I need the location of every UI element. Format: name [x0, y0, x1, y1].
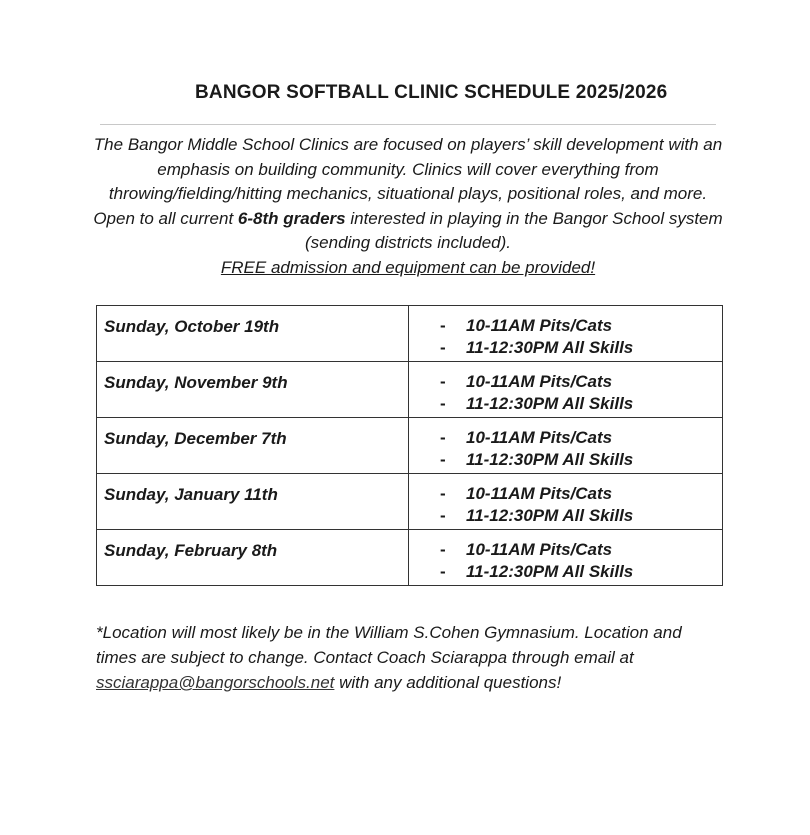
schedule-times: [409, 530, 723, 586]
title-divider: [100, 124, 716, 125]
page-title: BANGOR SOFTBALL CLINIC SCHEDULE 2025/2026: [195, 82, 668, 103]
time-slot: - 11-12:30PM All Skills: [440, 450, 634, 469]
intro-grade-range: 6-8th graders: [237, 208, 346, 228]
footer-text-after: with any additional questions!: [334, 673, 562, 692]
time-slot: - 10-11AM Pits/Cats: [440, 372, 613, 391]
intro-paragraph: [92, 133, 724, 280]
time-slot: - 10-11AM Pits/Cats: [440, 484, 613, 503]
schedule-times: [409, 306, 723, 362]
schedule-date: Sunday, November 9th: [97, 362, 409, 418]
schedule-date: Sunday, February 8th: [97, 530, 409, 586]
table-row: [97, 530, 723, 586]
intro-text-before: The Bangor Middle School Clinics are focused on players’ skill development with an emphasis on building community. Clinics will cover everything from throwing/fielding/hitting mechanics, situational plays, positional roles, and more. Open to all current: [93, 135, 723, 228]
schedule-date: Sunday, December 7th: [97, 418, 409, 474]
time-slot: - 11-12:30PM All Skills: [440, 562, 634, 581]
table-row: [97, 418, 723, 474]
footer-text-before: *Location will most likely be in the William S.Cohen Gymnasium. Location and times are subject to change. Contact Coach Sciarappa through email at: [96, 623, 682, 667]
schedule-date: Sunday, January 11th: [97, 474, 409, 530]
schedule-date: Sunday, October 19th: [97, 306, 409, 362]
schedule-table: [96, 305, 723, 586]
time-slot: - 11-12:30PM All Skills: [440, 394, 634, 413]
schedule-times: [409, 418, 723, 474]
footer-note: [96, 620, 726, 695]
schedule-times: [409, 362, 723, 418]
time-slot: - 10-11AM Pits/Cats: [440, 428, 613, 447]
table-row: [97, 306, 723, 362]
time-slot: - 11-12:30PM All Skills: [440, 506, 634, 525]
table-row: [97, 362, 723, 418]
time-slot: - 10-11AM Pits/Cats: [440, 316, 613, 335]
time-slot: - 11-12:30PM All Skills: [440, 338, 634, 357]
time-slot: - 10-11AM Pits/Cats: [440, 540, 613, 559]
free-admission-note: FREE admission and equipment can be provided!: [220, 257, 596, 277]
table-row: [97, 474, 723, 530]
intro-text-after: interested in playing in the Bangor School system (sending districts included).: [305, 208, 723, 252]
contact-email-link[interactable]: ssciarappa@bangorschools.net: [96, 673, 335, 692]
schedule-times: [409, 474, 723, 530]
